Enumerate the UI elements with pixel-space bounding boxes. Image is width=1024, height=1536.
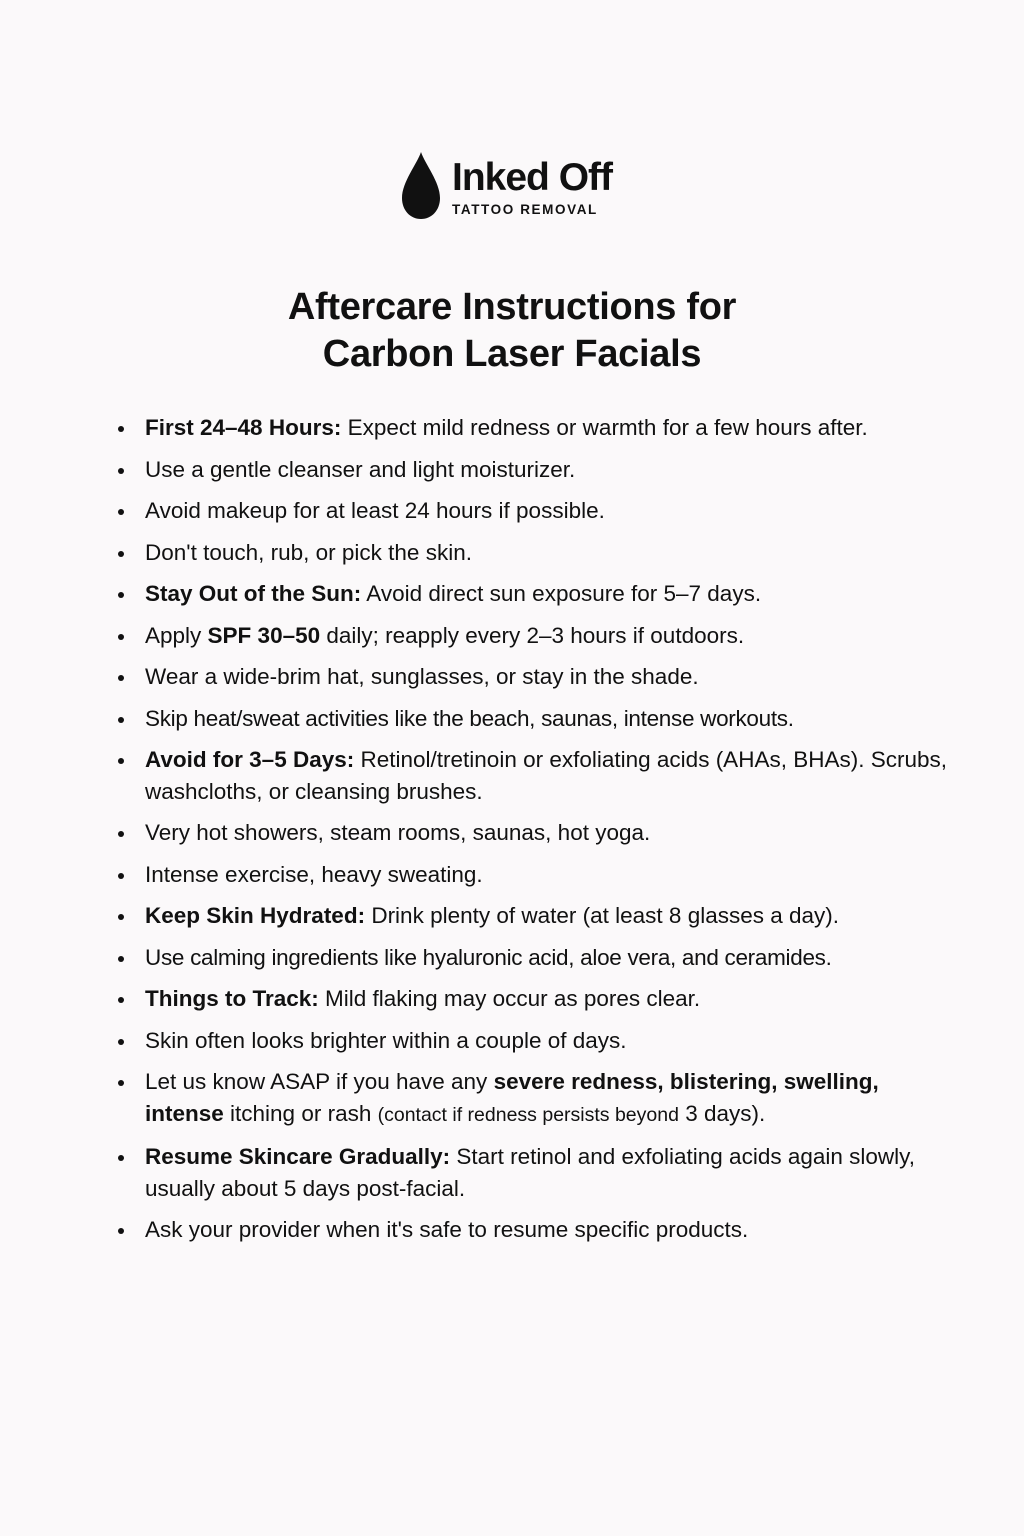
item-text: Start retinol and exfoliating acids again slowly, usually about 5 days post-facial. bbox=[145, 1144, 915, 1201]
item-text: Apply bbox=[145, 622, 208, 648]
list-item bbox=[118, 1141, 948, 1204]
item-text: Wear a wide-brim hat, sunglasses, or stay in the shade. bbox=[145, 664, 699, 689]
item-text: Intense exercise, heavy sweating. bbox=[145, 861, 483, 887]
item-text: Let us know ASAP if you have any bbox=[145, 1069, 494, 1094]
title-line-2: Carbon Laser Facials bbox=[322, 333, 702, 375]
list-item bbox=[118, 942, 948, 974]
item-text: Skin often looks brighter within a couple of days. bbox=[145, 1027, 627, 1053]
item-text: itching or rash bbox=[223, 1100, 378, 1126]
item-bold: SPF 30–50 bbox=[207, 622, 321, 648]
item-text: Ask your provider when it's safe to resume specific products. bbox=[145, 1217, 749, 1242]
brand-logo bbox=[398, 150, 612, 222]
item-heading: Keep Skin Hydrated: bbox=[145, 903, 366, 928]
item-heading: Avoid for 3–5 Days: bbox=[145, 747, 355, 772]
item-text: daily; reapply every 2–3 hours if outdoors. bbox=[320, 622, 745, 648]
list-item bbox=[118, 537, 948, 569]
item-text: Drink plenty of water (at least 8 glasses a day). bbox=[365, 903, 840, 928]
item-text: Don't touch, rub, or pick the skin. bbox=[145, 539, 472, 565]
item-text: Very hot showers, steam rooms, saunas, hot yoga. bbox=[145, 820, 651, 845]
title-line-1: Aftercare Instructions for bbox=[287, 286, 737, 328]
item-text: Mild flaking may occur as pores clear. bbox=[318, 986, 701, 1011]
item-note: (contact if redness persists beyond bbox=[377, 1103, 679, 1126]
list-item bbox=[118, 454, 948, 486]
list-item bbox=[118, 703, 948, 735]
item-bold: severe redness, blistering, swelling, intense bbox=[145, 1069, 879, 1126]
ink-drop-icon bbox=[398, 150, 444, 222]
list-item bbox=[118, 1025, 948, 1057]
item-heading: Resume Skincare Gradually: bbox=[145, 1144, 451, 1169]
list-item bbox=[118, 983, 948, 1015]
item-heading: Stay Out of the Sun: bbox=[145, 581, 362, 606]
item-text: Use a gentle cleanser and light moisturizer. bbox=[145, 456, 576, 482]
brand-text bbox=[452, 150, 612, 217]
list-item bbox=[118, 1066, 948, 1131]
aftercare-list bbox=[118, 412, 948, 1256]
item-heading: Things to Track: bbox=[145, 986, 319, 1011]
brand-name: Inked Off bbox=[452, 156, 613, 199]
list-item bbox=[118, 620, 948, 652]
page-title bbox=[0, 284, 1024, 378]
list-item bbox=[118, 661, 948, 693]
list-item bbox=[118, 1214, 948, 1246]
item-text: Retinol/tretinoin or exfoliating acids (AHAs, BHAs). Scrubs, washcloths, or cleansing brushes. bbox=[145, 747, 947, 804]
item-heading: First 24–48 Hours: bbox=[145, 415, 342, 440]
item-text: Avoid makeup for at least 24 hours if possible. bbox=[145, 498, 605, 523]
list-item bbox=[118, 578, 948, 610]
item-text: Expect mild redness or warmth for a few hours after. bbox=[341, 415, 868, 440]
list-item bbox=[118, 817, 948, 849]
brand-tagline: TATTOO REMOVAL bbox=[452, 202, 598, 217]
list-item bbox=[118, 859, 948, 891]
list-item bbox=[118, 412, 948, 444]
item-text: Skip heat/sweat activities like the beach, saunas, intense workouts. bbox=[145, 705, 794, 731]
item-text: Avoid direct sun exposure for 5–7 days. bbox=[361, 581, 762, 606]
list-item bbox=[118, 744, 948, 807]
item-text: Use calming ingredients like hyaluronic acid, aloe vera, and ceramides. bbox=[145, 944, 832, 970]
list-item bbox=[118, 900, 948, 932]
item-text: 3 days). bbox=[678, 1100, 766, 1126]
list-item bbox=[118, 495, 948, 527]
